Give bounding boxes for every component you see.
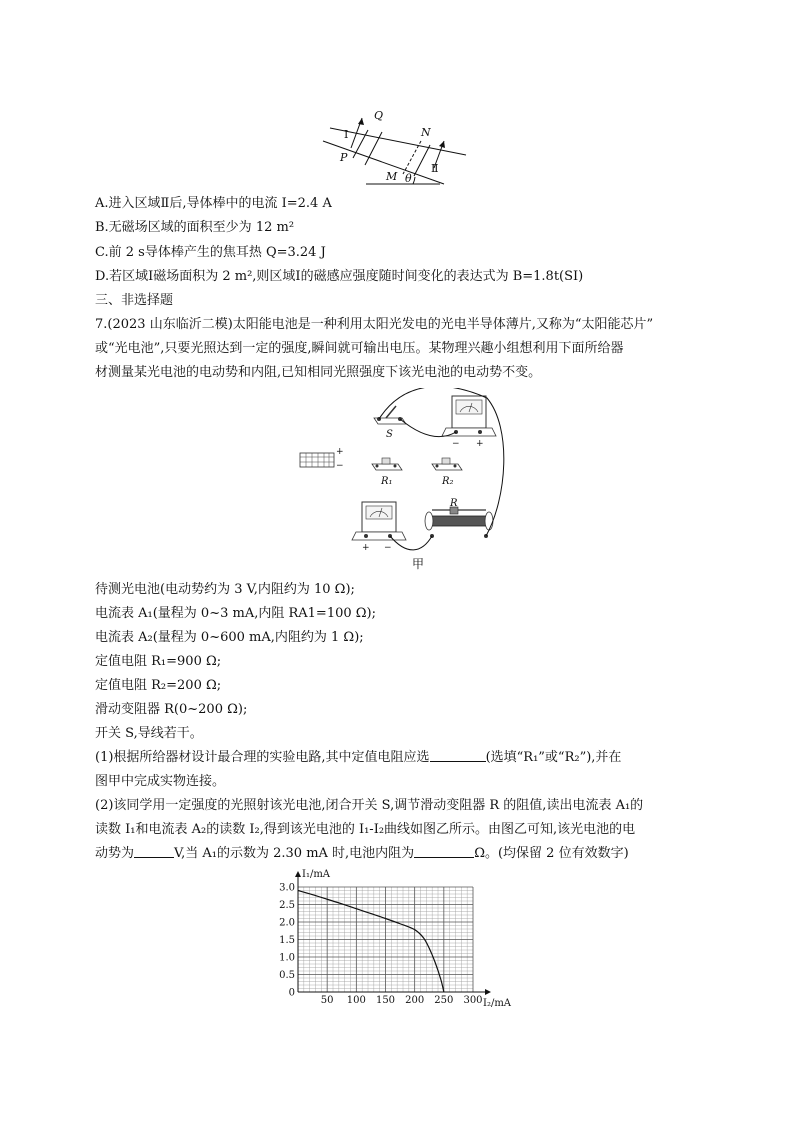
ammeter-top [442, 396, 496, 436]
chart-y-label: I₁/mA [302, 869, 331, 880]
x-tick-label: 200 [405, 995, 425, 1006]
ammeter-top-plus: + [476, 439, 484, 449]
region-label-2: Ⅱ [431, 162, 439, 175]
question-7-line-1: 7.(2023 山东临沂二模)太阳能电池是一种利用太阳光发电的光电半导体薄片,又称为“太阳能芯片” [95, 317, 654, 332]
equipment-ammeter-2: 电流表 A₂(量程为 0~600 mA,内阻约为 1 Ω); [95, 630, 364, 645]
y-tick-label: 0 [288, 987, 295, 999]
x-axis-arrow [485, 989, 491, 995]
section-heading: 三、非选择题 [95, 293, 174, 308]
sub-question-1-text-b: (选填“R₁”或“R₂”),并在 [485, 750, 622, 765]
ammeter-bottom-minus: − [384, 543, 392, 553]
ammeter-top-minus: − [452, 439, 460, 449]
r2-label: R₂ [442, 476, 454, 487]
chart-series-line [298, 891, 444, 993]
point-label-n: N [421, 126, 431, 139]
y-tick-label: 1.5 [279, 935, 295, 946]
apparatus-figure [292, 388, 512, 570]
y-tick-label: 3.0 [279, 882, 295, 894]
sub-question-2-text-c: Ω。(均保留 2 位有效数字) [474, 846, 629, 861]
point-label-m: M [386, 170, 398, 183]
option-b: B.无磁场区域的面积至少为 12 m² [95, 220, 295, 235]
region-label-1: Ⅰ [344, 128, 349, 141]
chart-axes [295, 871, 491, 995]
boundary-dashed [403, 141, 421, 174]
answer-blank-resistance[interactable] [414, 845, 474, 858]
chart-x-label: I₂/mA [483, 998, 512, 1009]
y-tick-label: 2.5 [279, 900, 295, 911]
solar-panel [300, 453, 334, 467]
arrow-head-2 [439, 141, 445, 148]
x-tick-label: 300 [463, 995, 483, 1006]
angle-label-theta: θ [405, 172, 412, 185]
equipment-ammeter-1: 电流表 A₁(量程为 0~3 mA,内阻 RA1=100 Ω); [95, 606, 376, 621]
sub-question-1-text-a: (1)根据所给器材设计最合理的实验电路,其中定值电阻应选 [95, 750, 430, 765]
resistor-r1 [372, 458, 402, 470]
sub-question-2-line-2: 读数 I₁和电流表 A₂的读数 I₂,得到该光电池的 I₁-I₂曲线如图乙所示。由图乙可知,该光电池的电 [95, 822, 636, 837]
x-tick-label: 250 [434, 995, 454, 1006]
sub-question-2-text-b: V,当 A₁的示数为 2.30 mA 时,电池内阻为 [174, 846, 415, 861]
equipment-rheostat: 滑动变阻器 R(0~200 Ω); [95, 702, 248, 717]
point-label-q: Q [374, 109, 384, 122]
rod-mn [414, 145, 430, 176]
r1-label: R₁ [381, 476, 393, 487]
resistor-r2 [432, 458, 462, 470]
y-tick-label: 1.0 [279, 952, 295, 964]
point-label-p: P [340, 151, 348, 164]
sub-question-1-line-1 [95, 749, 621, 767]
option-a: A.进入区域Ⅱ后,导体棒中的电流 I=2.4 A [95, 196, 332, 211]
question-7-line-2: 或“光电池”,只要光照达到一定的强度,瞬间就可输出电压。某物理兴趣小组想利用下面所给器 [95, 341, 624, 356]
rail-figure [318, 108, 478, 188]
panel-plus-label: + [336, 447, 344, 457]
angle-arc [413, 177, 415, 184]
chart-grid-major [298, 887, 473, 992]
equipment-r1: 定值电阻 R₁=900 Ω; [95, 654, 222, 669]
arrow-head-1 [358, 118, 364, 125]
equipment-cell: 待测光电池(电动势约为 3 V,内阻约为 10 Ω); [95, 582, 355, 597]
answer-blank-1[interactable] [430, 749, 486, 762]
sub-question-2-line-3 [95, 845, 629, 863]
rheostat-label: R [450, 498, 458, 509]
option-d: D.若区域Ⅰ磁场面积为 2 m²,则区域Ⅰ的磁感应强度随时间变化的表达式为 B=1.8t(SI) [95, 269, 584, 284]
option-c: C.前 2 s导体棒产生的焦耳热 Q=3.24 J [95, 245, 326, 260]
y-tick-label: 2.0 [279, 917, 295, 929]
sub-question-1-line-2: 图甲中完成实物连接。 [95, 774, 226, 789]
ammeter-bottom-plus: + [362, 543, 370, 553]
sub-question-2-text-a: 动势为 [95, 846, 135, 861]
switch-label: S [386, 429, 393, 440]
x-tick-label: 50 [320, 995, 334, 1006]
switch-s [374, 406, 406, 424]
rheostat-r [425, 507, 493, 538]
equipment-r2: 定值电阻 R₂=200 Ω; [95, 678, 222, 693]
ammeter-bottom [352, 502, 406, 540]
sub-question-2-line-1: (2)该同学用一定强度的光照射该光电池,闭合开关 S,调节滑动变阻器 R 的阻值,读出电流表 A₁的 [95, 798, 644, 813]
equipment-switch: 开关 S,导线若干。 [95, 726, 203, 741]
question-7-line-3: 材测量某光电池的电动势和内阻,已知相同光照强度下该光电池的电动势不变。 [95, 365, 542, 380]
y-tick-label: 0.5 [279, 970, 295, 981]
answer-blank-emf[interactable] [134, 845, 174, 858]
x-tick-label: 100 [346, 995, 366, 1006]
panel-minus-label: − [336, 461, 344, 471]
y-axis-arrow [295, 871, 301, 877]
figure-caption-jia: 甲 [412, 557, 425, 570]
i1-i2-chart [278, 866, 528, 1011]
x-tick-label: 150 [375, 995, 396, 1006]
